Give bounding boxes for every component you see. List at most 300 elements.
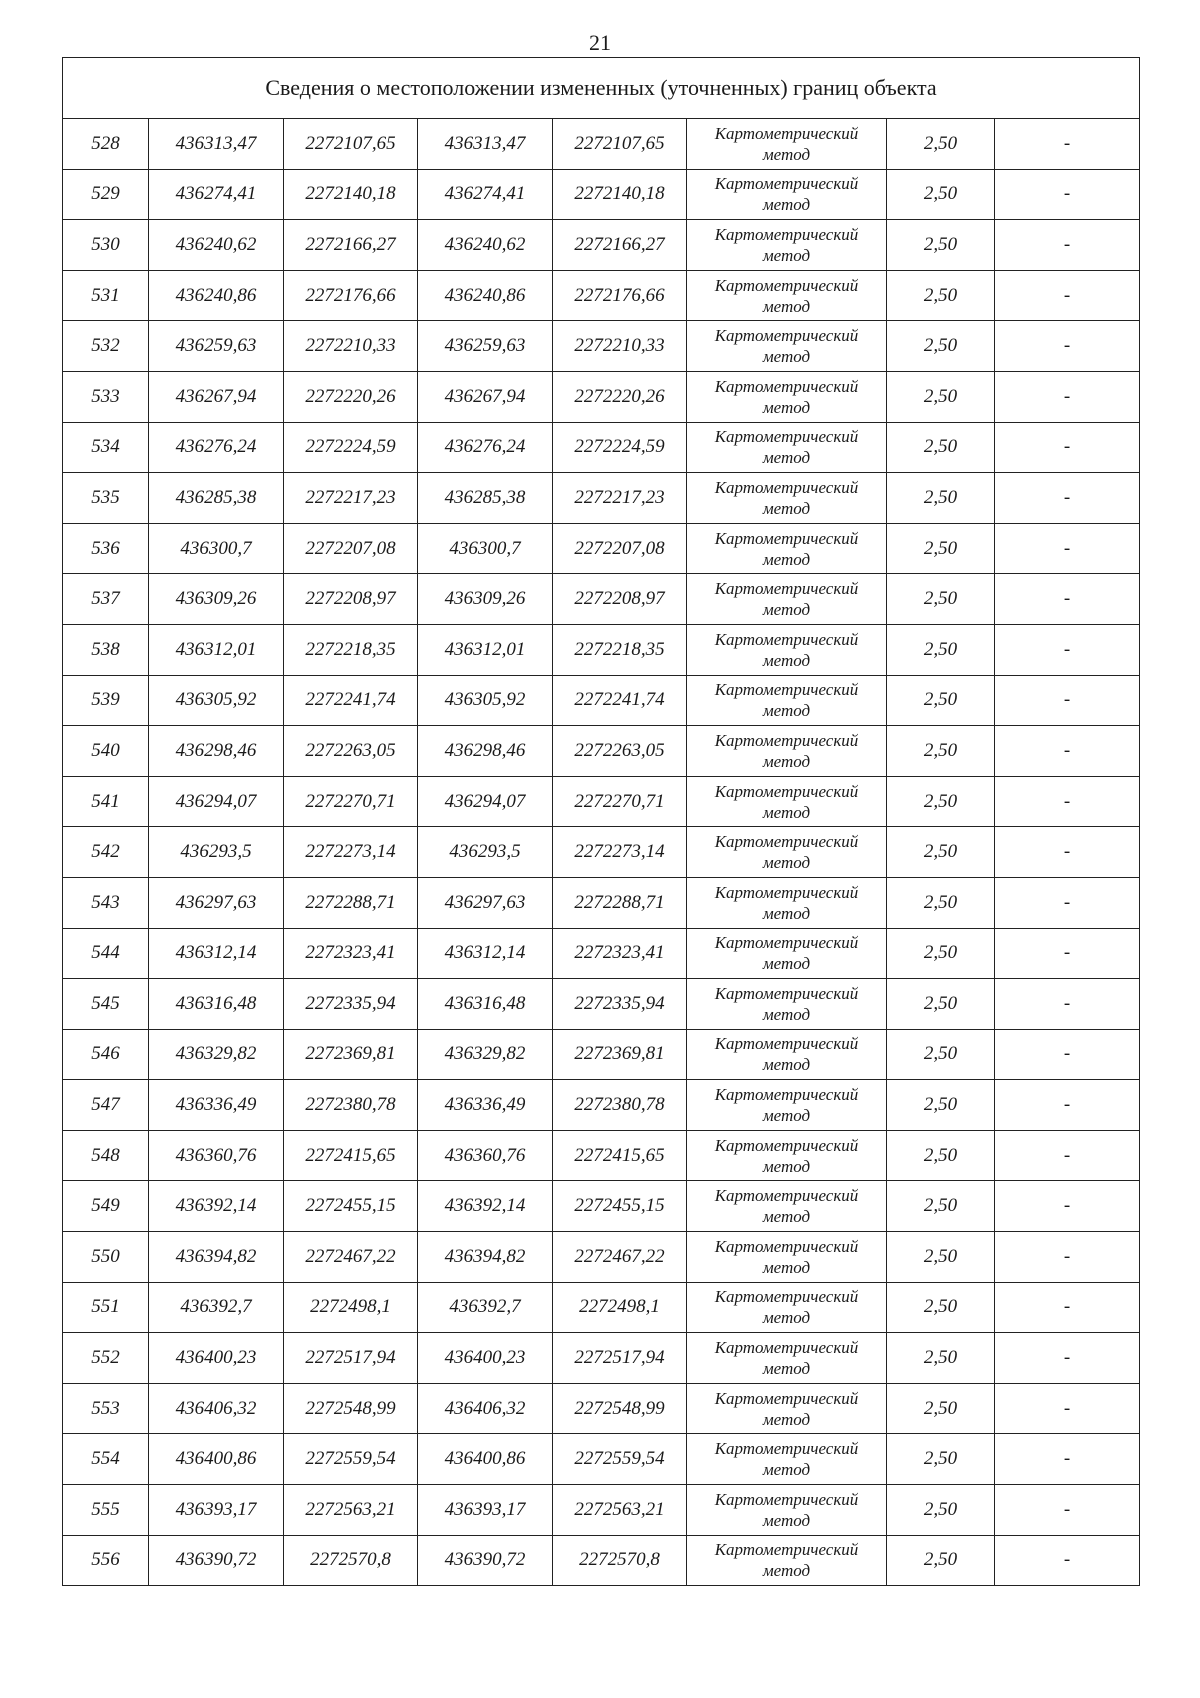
existing-x-cell: 436240,62 (149, 220, 284, 271)
refined-x-cell: 436312,14 (418, 928, 553, 979)
precision-cell: 2,50 (887, 270, 995, 321)
point-number-cell: 531 (63, 270, 149, 321)
point-number-cell: 545 (63, 979, 149, 1030)
existing-y-cell: 2272166,27 (284, 220, 418, 271)
point-number-cell: 550 (63, 1232, 149, 1283)
point-number-cell: 529 (63, 169, 149, 220)
existing-y-cell: 2272467,22 (284, 1232, 418, 1283)
existing-x-cell: 436392,7 (149, 1282, 284, 1333)
method-line-2: метод (762, 1561, 811, 1581)
existing-y-cell: 2272218,35 (284, 624, 418, 675)
table-row (63, 169, 1140, 220)
coordinates-table (62, 57, 1140, 1586)
method-line-1: Картометрический (714, 882, 859, 902)
precision-cell: 2,50 (887, 1333, 995, 1384)
table-row (63, 1333, 1140, 1384)
method-line-2: метод (762, 751, 811, 771)
method-line-2: метод (762, 650, 811, 670)
table-row (63, 270, 1140, 321)
table-row (63, 1485, 1140, 1536)
description-cell: - (995, 169, 1140, 220)
refined-x-cell: 436393,17 (418, 1485, 553, 1536)
table-row (63, 371, 1140, 422)
table-row (63, 979, 1140, 1030)
method-line-1: Картометрический (714, 528, 859, 548)
method-line-2: метод (762, 245, 811, 265)
method-line-2: метод (762, 1510, 811, 1530)
refined-x-cell: 436298,46 (418, 726, 553, 777)
description-cell: - (995, 726, 1140, 777)
table-row (63, 1232, 1140, 1283)
existing-x-cell: 436293,5 (149, 827, 284, 878)
refined-x-cell: 436294,07 (418, 776, 553, 827)
table-row (63, 877, 1140, 928)
existing-x-cell: 436393,17 (149, 1485, 284, 1536)
description-cell: - (995, 1232, 1140, 1283)
existing-y-cell: 2272224,59 (284, 422, 418, 473)
precision-cell: 2,50 (887, 1029, 995, 1080)
existing-y-cell: 2272176,66 (284, 270, 418, 321)
description-cell: - (995, 574, 1140, 625)
precision-cell: 2,50 (887, 979, 995, 1030)
table-row (63, 726, 1140, 777)
method-line-1: Картометрический (714, 123, 859, 143)
table-row (63, 1535, 1140, 1586)
method-line-2: метод (762, 1409, 811, 1429)
method-line-1: Картометрический (714, 730, 859, 750)
method-line-2: метод (762, 498, 811, 518)
description-cell: - (995, 928, 1140, 979)
refined-x-cell: 436360,76 (418, 1130, 553, 1181)
precision-cell: 2,50 (887, 1232, 995, 1283)
page-number: 21 (589, 30, 611, 55)
method-cell (687, 422, 887, 473)
refined-y-cell: 2272241,74 (553, 675, 687, 726)
refined-y-cell: 2272273,14 (553, 827, 687, 878)
point-number-cell: 538 (63, 624, 149, 675)
description-cell: - (995, 422, 1140, 473)
existing-x-cell: 436336,49 (149, 1080, 284, 1131)
point-number-cell: 548 (63, 1130, 149, 1181)
refined-y-cell: 2272467,22 (553, 1232, 687, 1283)
method-cell (687, 827, 887, 878)
point-number-cell: 539 (63, 675, 149, 726)
point-number-cell: 530 (63, 220, 149, 271)
refined-x-cell: 436240,62 (418, 220, 553, 271)
point-number-cell: 535 (63, 473, 149, 524)
refined-x-cell: 436316,48 (418, 979, 553, 1030)
existing-x-cell: 436240,86 (149, 270, 284, 321)
method-line-2: метод (762, 1156, 811, 1176)
description-cell: - (995, 776, 1140, 827)
point-number-cell: 540 (63, 726, 149, 777)
existing-x-cell: 436406,32 (149, 1383, 284, 1434)
refined-y-cell: 2272380,78 (553, 1080, 687, 1131)
method-line-1: Картометрический (714, 275, 859, 295)
existing-y-cell: 2272559,54 (284, 1434, 418, 1485)
existing-y-cell: 2272140,18 (284, 169, 418, 220)
method-cell (687, 776, 887, 827)
method-cell (687, 1181, 887, 1232)
method-line-2: метод (762, 296, 811, 316)
existing-y-cell: 2272220,26 (284, 371, 418, 422)
method-line-1: Картометрический (714, 174, 859, 194)
method-cell (687, 1333, 887, 1384)
description-cell: - (995, 675, 1140, 726)
table-row (63, 523, 1140, 574)
precision-cell: 2,50 (887, 827, 995, 878)
existing-x-cell: 436267,94 (149, 371, 284, 422)
existing-y-cell: 2272288,71 (284, 877, 418, 928)
table-row (63, 1383, 1140, 1434)
refined-x-cell: 436392,14 (418, 1181, 553, 1232)
method-line-2: метод (762, 1359, 811, 1379)
precision-cell: 2,50 (887, 928, 995, 979)
existing-y-cell: 2272335,94 (284, 979, 418, 1030)
existing-y-cell: 2272208,97 (284, 574, 418, 625)
point-number-cell: 555 (63, 1485, 149, 1536)
table-row (63, 928, 1140, 979)
precision-cell: 2,50 (887, 422, 995, 473)
refined-y-cell: 2272517,94 (553, 1333, 687, 1384)
method-cell (687, 624, 887, 675)
description-cell: - (995, 1282, 1140, 1333)
point-number-cell: 541 (63, 776, 149, 827)
existing-y-cell: 2272263,05 (284, 726, 418, 777)
method-line-1: Картометрический (714, 1287, 859, 1307)
precision-cell: 2,50 (887, 1181, 995, 1232)
table-row (63, 422, 1140, 473)
method-line-1: Картометрический (714, 1186, 859, 1206)
existing-x-cell: 436259,63 (149, 321, 284, 372)
method-cell (687, 220, 887, 271)
precision-cell: 2,50 (887, 220, 995, 271)
method-cell (687, 928, 887, 979)
method-cell (687, 1130, 887, 1181)
method-cell (687, 1383, 887, 1434)
method-line-2: метод (762, 1207, 811, 1227)
method-line-1: Картометрический (714, 1236, 859, 1256)
refined-y-cell: 2272140,18 (553, 169, 687, 220)
description-cell: - (995, 1535, 1140, 1586)
existing-y-cell: 2272455,15 (284, 1181, 418, 1232)
method-line-2: метод (762, 1055, 811, 1075)
table-row (63, 1434, 1140, 1485)
description-cell: - (995, 371, 1140, 422)
refined-y-cell: 2272455,15 (553, 1181, 687, 1232)
refined-y-cell: 2272369,81 (553, 1029, 687, 1080)
refined-y-cell: 2272548,99 (553, 1383, 687, 1434)
method-cell (687, 979, 887, 1030)
existing-x-cell: 436390,72 (149, 1535, 284, 1586)
method-cell (687, 523, 887, 574)
existing-y-cell: 2272498,1 (284, 1282, 418, 1333)
method-cell (687, 1485, 887, 1536)
method-line-1: Картометрический (714, 629, 859, 649)
description-cell: - (995, 1029, 1140, 1080)
method-cell (687, 1029, 887, 1080)
method-line-2: метод (762, 1308, 811, 1328)
point-number-cell: 549 (63, 1181, 149, 1232)
refined-x-cell: 436297,63 (418, 877, 553, 928)
point-number-cell: 532 (63, 321, 149, 372)
refined-x-cell: 436406,32 (418, 1383, 553, 1434)
refined-x-cell: 436336,49 (418, 1080, 553, 1131)
precision-cell: 2,50 (887, 574, 995, 625)
method-line-1: Картометрический (714, 933, 859, 953)
point-number-cell: 556 (63, 1535, 149, 1586)
refined-x-cell: 436240,86 (418, 270, 553, 321)
method-cell (687, 877, 887, 928)
existing-y-cell: 2272273,14 (284, 827, 418, 878)
method-line-1: Картометрический (714, 1540, 859, 1560)
method-line-1: Картометрический (714, 376, 859, 396)
refined-y-cell: 2272563,21 (553, 1485, 687, 1536)
existing-y-cell: 2272241,74 (284, 675, 418, 726)
precision-cell: 2,50 (887, 473, 995, 524)
method-line-2: метод (762, 1257, 811, 1277)
table-row (63, 1029, 1140, 1080)
method-line-1: Картометрический (714, 326, 859, 346)
precision-cell: 2,50 (887, 1434, 995, 1485)
existing-y-cell: 2272563,21 (284, 1485, 418, 1536)
method-line-1: Картометрический (714, 1388, 859, 1408)
precision-cell: 2,50 (887, 119, 995, 170)
method-line-2: метод (762, 853, 811, 873)
refined-y-cell: 2272107,65 (553, 119, 687, 170)
refined-y-cell: 2272498,1 (553, 1282, 687, 1333)
refined-y-cell: 2272220,26 (553, 371, 687, 422)
description-cell: - (995, 827, 1140, 878)
description-cell: - (995, 1333, 1140, 1384)
method-line-1: Картометрический (714, 983, 859, 1003)
refined-y-cell: 2272559,54 (553, 1434, 687, 1485)
existing-y-cell: 2272270,71 (284, 776, 418, 827)
point-number-cell: 537 (63, 574, 149, 625)
method-line-2: метод (762, 195, 811, 215)
method-cell (687, 321, 887, 372)
method-line-2: метод (762, 701, 811, 721)
method-line-2: метод (762, 802, 811, 822)
method-cell (687, 1434, 887, 1485)
method-line-2: метод (762, 903, 811, 923)
point-number-cell: 552 (63, 1333, 149, 1384)
table-title: Сведения о местоположении измененных (уточненных) границ объекта (63, 58, 1140, 119)
existing-x-cell: 436313,47 (149, 119, 284, 170)
existing-x-cell: 436360,76 (149, 1130, 284, 1181)
refined-x-cell: 436400,86 (418, 1434, 553, 1485)
method-cell (687, 270, 887, 321)
existing-y-cell: 2272415,65 (284, 1130, 418, 1181)
precision-cell: 2,50 (887, 877, 995, 928)
refined-x-cell: 436285,38 (418, 473, 553, 524)
method-line-2: метод (762, 549, 811, 569)
method-line-1: Картометрический (714, 1338, 859, 1358)
description-cell: - (995, 1181, 1140, 1232)
point-number-cell: 551 (63, 1282, 149, 1333)
description-cell: - (995, 1130, 1140, 1181)
point-number-cell: 553 (63, 1383, 149, 1434)
description-cell: - (995, 270, 1140, 321)
precision-cell: 2,50 (887, 371, 995, 422)
point-number-cell: 546 (63, 1029, 149, 1080)
method-line-1: Картометрический (714, 832, 859, 852)
precision-cell: 2,50 (887, 1485, 995, 1536)
refined-y-cell: 2272166,27 (553, 220, 687, 271)
existing-x-cell: 436294,07 (149, 776, 284, 827)
existing-x-cell: 436394,82 (149, 1232, 284, 1283)
description-cell: - (995, 877, 1140, 928)
method-cell (687, 1080, 887, 1131)
method-line-1: Картометрический (714, 427, 859, 447)
refined-y-cell: 2272335,94 (553, 979, 687, 1030)
description-cell: - (995, 119, 1140, 170)
refined-x-cell: 436329,82 (418, 1029, 553, 1080)
table-row (63, 574, 1140, 625)
method-line-1: Картометрический (714, 781, 859, 801)
precision-cell: 2,50 (887, 1080, 995, 1131)
refined-y-cell: 2272570,8 (553, 1535, 687, 1586)
method-line-2: метод (762, 448, 811, 468)
refined-x-cell: 436313,47 (418, 119, 553, 170)
point-number-cell: 542 (63, 827, 149, 878)
point-number-cell: 536 (63, 523, 149, 574)
existing-x-cell: 436400,86 (149, 1434, 284, 1485)
refined-x-cell: 436312,01 (418, 624, 553, 675)
precision-cell: 2,50 (887, 169, 995, 220)
existing-y-cell: 2272517,94 (284, 1333, 418, 1384)
existing-y-cell: 2272207,08 (284, 523, 418, 574)
precision-cell: 2,50 (887, 776, 995, 827)
method-cell (687, 675, 887, 726)
method-line-2: метод (762, 1106, 811, 1126)
refined-y-cell: 2272224,59 (553, 422, 687, 473)
precision-cell: 2,50 (887, 624, 995, 675)
description-cell: - (995, 624, 1140, 675)
method-line-2: метод (762, 1460, 811, 1480)
method-line-2: метод (762, 954, 811, 974)
point-number-cell: 554 (63, 1434, 149, 1485)
existing-x-cell: 436392,14 (149, 1181, 284, 1232)
existing-x-cell: 436300,7 (149, 523, 284, 574)
description-cell: - (995, 473, 1140, 524)
refined-y-cell: 2272176,66 (553, 270, 687, 321)
method-line-1: Картометрический (714, 680, 859, 700)
precision-cell: 2,50 (887, 726, 995, 777)
description-cell: - (995, 1080, 1140, 1131)
method-line-1: Картометрический (714, 1085, 859, 1105)
point-number-cell: 543 (63, 877, 149, 928)
existing-y-cell: 2272570,8 (284, 1535, 418, 1586)
existing-y-cell: 2272548,99 (284, 1383, 418, 1434)
method-cell (687, 119, 887, 170)
table-row (63, 1130, 1140, 1181)
table-row (63, 1181, 1140, 1232)
description-cell: - (995, 1383, 1140, 1434)
refined-x-cell: 436293,5 (418, 827, 553, 878)
method-line-1: Картометрический (714, 1489, 859, 1509)
refined-x-cell: 436400,23 (418, 1333, 553, 1384)
existing-x-cell: 436400,23 (149, 1333, 284, 1384)
existing-x-cell: 436316,48 (149, 979, 284, 1030)
existing-x-cell: 436305,92 (149, 675, 284, 726)
table-row (63, 675, 1140, 726)
existing-y-cell: 2272210,33 (284, 321, 418, 372)
precision-cell: 2,50 (887, 675, 995, 726)
point-number-cell: 528 (63, 119, 149, 170)
refined-y-cell: 2272415,65 (553, 1130, 687, 1181)
table-row (63, 119, 1140, 170)
refined-y-cell: 2272210,33 (553, 321, 687, 372)
method-cell (687, 574, 887, 625)
description-cell: - (995, 321, 1140, 372)
description-cell: - (995, 1485, 1140, 1536)
point-number-cell: 534 (63, 422, 149, 473)
refined-y-cell: 2272217,23 (553, 473, 687, 524)
refined-x-cell: 436259,63 (418, 321, 553, 372)
refined-y-cell: 2272288,71 (553, 877, 687, 928)
method-line-1: Картометрический (714, 579, 859, 599)
refined-y-cell: 2272208,97 (553, 574, 687, 625)
refined-y-cell: 2272323,41 (553, 928, 687, 979)
method-cell (687, 1535, 887, 1586)
description-cell: - (995, 523, 1140, 574)
method-cell (687, 1232, 887, 1283)
refined-y-cell: 2272218,35 (553, 624, 687, 675)
precision-cell: 2,50 (887, 523, 995, 574)
table-row (63, 321, 1140, 372)
existing-y-cell: 2272323,41 (284, 928, 418, 979)
existing-y-cell: 2272380,78 (284, 1080, 418, 1131)
refined-x-cell: 436390,72 (418, 1535, 553, 1586)
table-row (63, 776, 1140, 827)
method-line-1: Картометрический (714, 1439, 859, 1459)
precision-cell: 2,50 (887, 1383, 995, 1434)
method-line-1: Картометрический (714, 1034, 859, 1054)
table-row (63, 220, 1140, 271)
method-line-2: метод (762, 1004, 811, 1024)
method-line-1: Картометрический (714, 477, 859, 497)
description-cell: - (995, 1434, 1140, 1485)
method-line-2: метод (762, 397, 811, 417)
method-line-2: метод (762, 600, 811, 620)
existing-x-cell: 436274,41 (149, 169, 284, 220)
method-cell (687, 726, 887, 777)
method-line-1: Картометрический (714, 224, 859, 244)
table-row (63, 473, 1140, 524)
refined-x-cell: 436300,7 (418, 523, 553, 574)
refined-y-cell: 2272270,71 (553, 776, 687, 827)
method-line-2: метод (762, 347, 811, 367)
refined-x-cell: 436394,82 (418, 1232, 553, 1283)
method-cell (687, 1282, 887, 1333)
existing-x-cell: 436297,63 (149, 877, 284, 928)
method-line-1: Картометрический (714, 1135, 859, 1155)
refined-x-cell: 436392,7 (418, 1282, 553, 1333)
method-cell (687, 169, 887, 220)
precision-cell: 2,50 (887, 1282, 995, 1333)
existing-y-cell: 2272107,65 (284, 119, 418, 170)
existing-x-cell: 436285,38 (149, 473, 284, 524)
point-number-cell: 533 (63, 371, 149, 422)
refined-x-cell: 436267,94 (418, 371, 553, 422)
existing-x-cell: 436312,14 (149, 928, 284, 979)
precision-cell: 2,50 (887, 321, 995, 372)
refined-x-cell: 436305,92 (418, 675, 553, 726)
method-cell (687, 371, 887, 422)
table-row (63, 1080, 1140, 1131)
method-line-2: метод (762, 144, 811, 164)
